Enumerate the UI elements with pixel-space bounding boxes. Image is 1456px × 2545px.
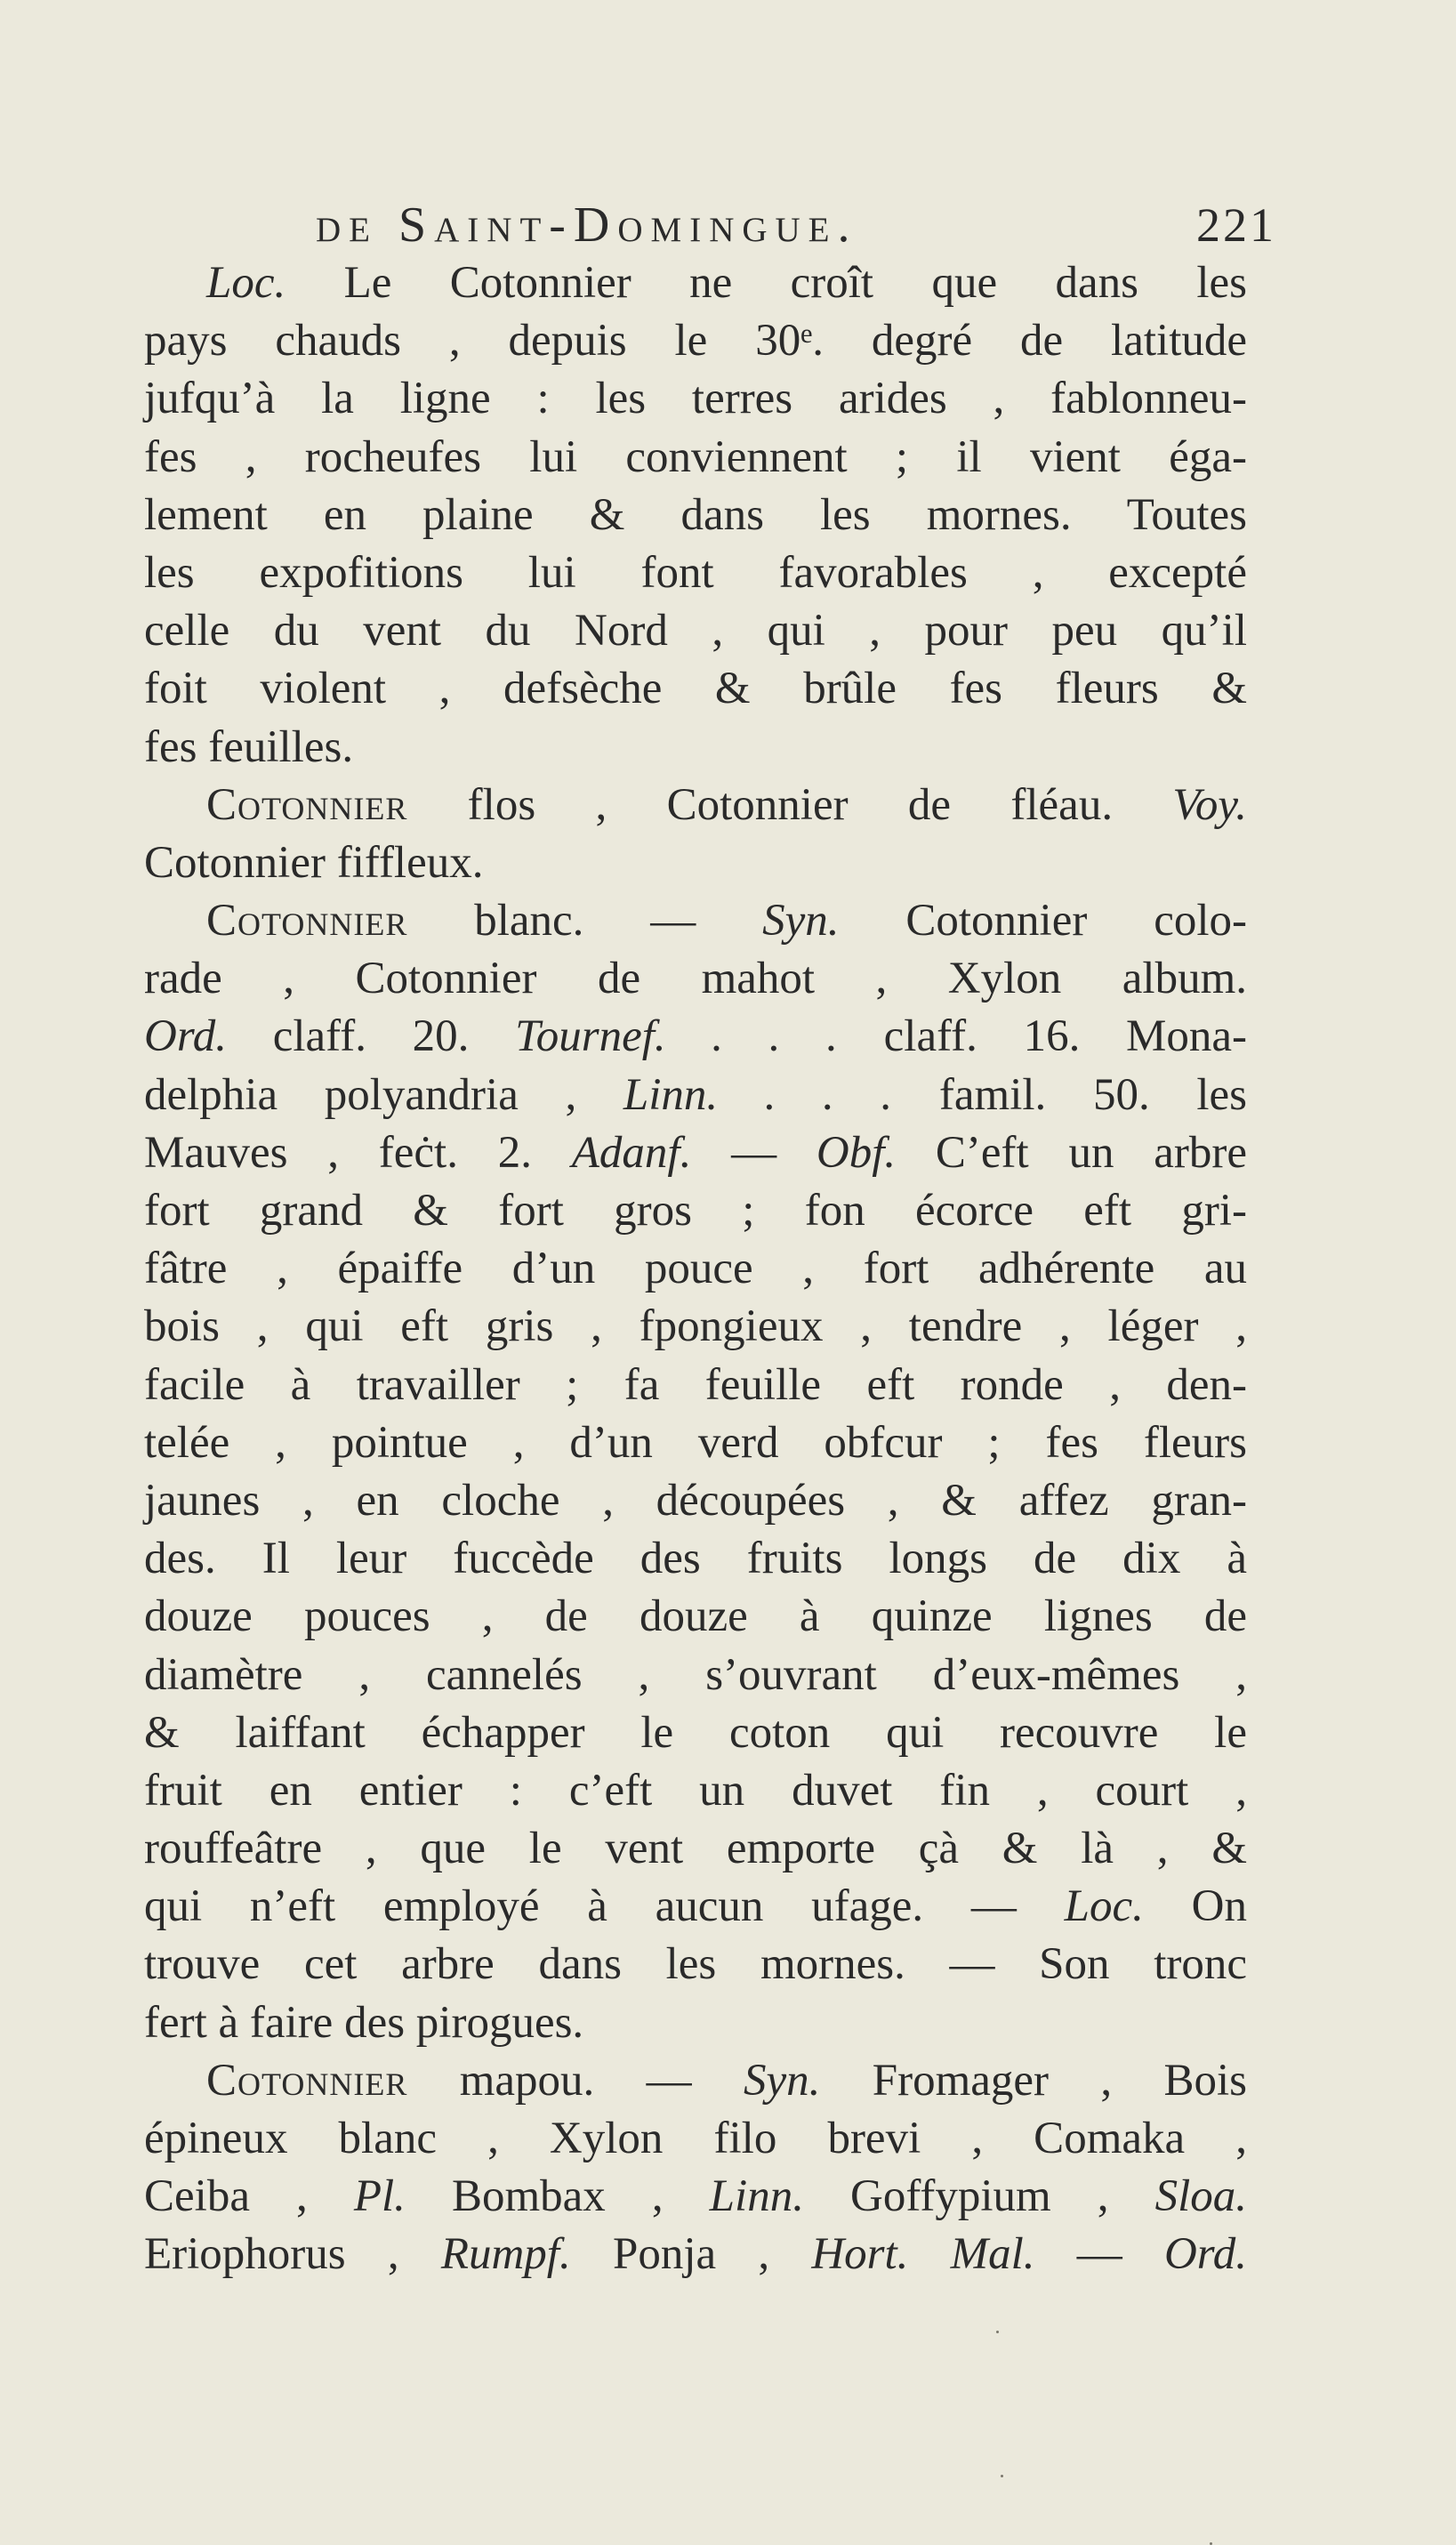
text-run: Le Cotonnier ne croît que dans les — [286, 258, 1247, 308]
text-run: Cotonnier colo- — [839, 896, 1247, 946]
text-run: Bombax , — [405, 2171, 710, 2222]
text-line — [144, 1067, 1247, 1124]
text-run: Mauves , feċt. 2. — [144, 1127, 572, 1178]
text-run: Fromager , Bois — [820, 2055, 1248, 2106]
running-head: de Saint-Domingue. — [316, 197, 858, 253]
text-run: Goffypium , — [803, 2171, 1155, 2222]
text-line: jaunes , en cloche , découpées , & affez gran- — [144, 1475, 1247, 1526]
page-number: 221 — [1196, 198, 1276, 252]
text-italic: Ord. — [1163, 2229, 1248, 2280]
text-line: bois , qui eft gris , fpongieux , tendre , léger , — [144, 1301, 1247, 1352]
text-line: les expofitions lui font favorables , excepté — [144, 547, 1247, 598]
text-run: — — [1034, 2229, 1164, 2280]
text-line: fruit en entier : c’eft un duvet fin , court , — [144, 1765, 1247, 1816]
text-italic: Adanf. — [571, 1127, 692, 1178]
text-line: des. Il leur fuccède des fruits longs de dix à — [144, 1534, 1247, 1584]
text-run: Eriophorus , — [144, 2229, 441, 2280]
text-run: qui n’eft employé à aucun ufage. — — [144, 1881, 1065, 1932]
text-italic: Syn. — [743, 2055, 821, 2106]
text-italic: Sloa. — [1154, 2171, 1248, 2222]
text-line: rouffeâtre , que le vent emporte çà & là , & — [144, 1824, 1247, 1874]
text-run: famil. 50. les — [892, 1069, 1247, 1120]
text-italic: Rumpf. — [440, 2229, 571, 2280]
page-header — [0, 194, 1456, 256]
text-run: — — [691, 1127, 816, 1178]
text-italic: Loc. — [206, 258, 286, 308]
text-italic: Linn. . . . — [623, 1069, 893, 1120]
text-line — [144, 892, 1247, 950]
entry-headword: Cotonnier — [206, 896, 408, 946]
text-run: flos , Cotonnier de fléau. — [407, 779, 1173, 830]
text-line: diamètre , cannelés , s’ouvrant d’eux-mêmes , — [144, 1649, 1247, 1700]
text-run: Ceiba , — [144, 2171, 354, 2222]
text-italic: Ord. — [144, 1011, 228, 1062]
text-italic: Linn. — [709, 2171, 804, 2222]
text-line: jufqu’à la ligne : les terres arides , fablonneu- — [144, 374, 1247, 424]
paper-speck — [1001, 2475, 1003, 2477]
text-run: C’eft un arbre — [896, 1127, 1247, 1178]
text-line: & laiffant échapper le coton qui recouvre le — [144, 1707, 1247, 1758]
text-line: foit violent , defsèche & brûle fes fleurs & — [144, 664, 1247, 714]
text-line: lement en plaine & dans les mornes. Toutes — [144, 489, 1247, 540]
entry-headword: Cotonnier — [206, 779, 408, 830]
text-line — [144, 254, 1247, 312]
text-line: Cotonnier fiffleux. — [144, 837, 484, 888]
text-line: rade , Cotonnier de mahot , Xylon album. — [144, 954, 1247, 1004]
text-line — [144, 1878, 1247, 1936]
text-line: telée , pointue , d’un verd obfcur ; fes fleurs — [144, 1417, 1247, 1468]
text-line — [144, 2226, 1247, 2283]
text-line: fes , rocheufes lui conviennent ; il vient éga- — [144, 431, 1247, 482]
text-run: claff. 20. — [227, 1011, 516, 1062]
text-run: blanc. — — [407, 896, 763, 946]
text-line — [144, 1124, 1247, 1182]
text-line — [144, 777, 1247, 834]
text-line: pays chauds , depuis le 30ᵉ. degré de latitude — [144, 316, 1247, 366]
text-italic: Tournef. . . . — [515, 1011, 838, 1062]
body-text — [144, 254, 1247, 2284]
text-run: delphia polyandria , — [144, 1069, 623, 1120]
text-line: trouve cet arbre dans les mornes. — Son tronc — [144, 1939, 1247, 1990]
text-italic: Syn. — [762, 896, 840, 946]
text-italic: Voy. — [1172, 779, 1247, 830]
text-line — [144, 2168, 1247, 2226]
text-italic: Hort. Mal. — [811, 2229, 1035, 2280]
text-line: fâtre , épaiffe d’un pouce , fort adhérente au — [144, 1244, 1247, 1294]
text-italic: Loc. — [1064, 1881, 1144, 1932]
text-run: Ponja , — [570, 2229, 812, 2280]
text-italic: Pl. — [353, 2171, 406, 2222]
text-italic: Obf. — [816, 1127, 897, 1178]
text-line: fort grand & fort gros ; fon écorce eft gri- — [144, 1186, 1247, 1236]
text-line — [144, 2052, 1247, 2110]
entry-headword: Cotonnier — [206, 2055, 408, 2106]
text-line: fert à faire des pirogues. — [144, 1997, 584, 2048]
text-run: claff. 16. Mona- — [837, 1011, 1247, 1062]
text-run: On — [1143, 1881, 1247, 1932]
text-run: mapou. — — [407, 2055, 744, 2106]
text-line: fes feuilles. — [144, 721, 354, 772]
text-line: celle du vent du Nord , qui , pour peu qu’il — [144, 606, 1247, 656]
paper-speck — [996, 2331, 999, 2333]
text-line: douze pouces , de douze à quinze lignes de — [144, 1591, 1247, 1642]
text-line — [144, 1008, 1247, 1066]
text-line: épineux blanc , Xylon filo brevi , Comaka , — [144, 2114, 1247, 2163]
text-line: facile à travailler ; fa feuille eft ronde , den- — [144, 1359, 1247, 1410]
